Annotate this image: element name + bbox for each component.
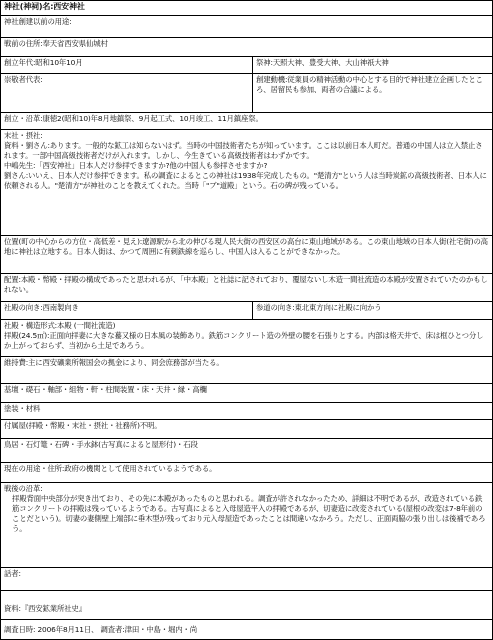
maintenance-row <box>1 357 492 384</box>
founding-motive: 創建動機:従業員の精神活動の中心とする目的で神社建立企画したところ、居留民も参加、両者の合議による。 <box>256 75 483 94</box>
founded-date: 創立年代:昭和10年10月 <box>4 58 83 67</box>
facing-row <box>1 302 492 320</box>
former-use-row <box>1 16 492 38</box>
prewar-address-row <box>1 38 492 57</box>
layout-row <box>1 274 492 302</box>
founded-deities-row <box>1 57 492 74</box>
current-use-row <box>1 463 492 483</box>
paint-materials: 塗装・材料 <box>4 404 41 413</box>
annex-row <box>1 420 492 439</box>
location: 位置(町の中心からの方位・高低差・見え):遼源駅から北の伸びる現人民大街の西安区の高台に東山地域がある。この東山地域の日本人街(社宅街)の高地に神社は立地する。日本人街は、かつて周囲に有刺鉄線を巡らし、中国人は入ることができなかった。 <box>4 237 488 256</box>
survey-row <box>1 620 492 639</box>
structure-row <box>1 320 492 357</box>
postwar-label: 戦後の沿革: <box>4 484 43 493</box>
narrator: 話者: <box>4 569 21 578</box>
structure-details: 拝殿(24.5㎡):正面向拝妻に大きな蟇又様の日本風の装飾あり。鉄筋コンクリート造の外壁の腰を石張りとする。内部は格天井で、床は框ひとつ分しか上がっておらず、当初から土足であろう。 <box>4 331 484 350</box>
building-layout: 配置:本殿・幣殿・拝殿の構成であったと思われるが、「中本殿」と社誌に記されており、覆屋ないし木造一間社流造の本殿が安置されていたのかもしれない。 <box>4 275 488 294</box>
deities: 祭神:天照大神、豊受大神、大山神祇大神 <box>256 58 389 67</box>
founding-history: 創立・沿革:康徳2(昭和10)年8月地鎮祭、9月起工式、10月竣工、11月鎮座祭。 <box>4 114 263 123</box>
location-row <box>1 236 492 274</box>
source-row <box>1 591 492 620</box>
current-use: 現在の用途・住所:政府の機関として使用されているようである。 <box>4 464 217 473</box>
gates-row <box>1 439 492 463</box>
finish-row <box>1 403 492 420</box>
structure-type: 社殿・構造形式:本殿 (一間社流造) <box>4 321 116 330</box>
subsidiary-shrines: 末社・摂社: <box>4 131 43 140</box>
worshippers-rep: 崇敬者代表: <box>4 75 43 84</box>
history-row <box>1 113 492 130</box>
prewar-address: 戦前の住所:奉天省西安県仙城村 <box>4 39 108 48</box>
shrine-name: 神社(神祠)名:西安神社 <box>4 2 85 11</box>
narrator-row <box>1 568 492 591</box>
maintenance-cost: 維持費:主に西安礦業所報国会の拠金により、同会庶務部が当たる。 <box>4 358 224 367</box>
worshippers-motive-row <box>1 74 492 113</box>
torii-lanterns: 鳥居・石灯篭・石碑・手水鉢(古写真によると屋形付)・石段 <box>4 440 198 449</box>
records-liu: 資料・劉さん:あります。一般的な鉱工は知らないはず。当時の中国技術者たちが知っています。ここは以前日本人町だ。普通の中国人は立入禁止されます。一部中国高級技術者だけが入れます。しかし、今生きている高級技術者はわずかです。 <box>4 141 483 160</box>
postwar-history: 拝殿背面中央部分が突き出ており、その先に本殿があったものと思われる。調査が許されなかったため、詳細は不明であるが、改造されている鉄筋コンクリートの拝殿は残っているようである。古写真によると入母屋造平入の拝殿であるが、切妻造に改変されている(屋根の改変は7-8年前のことだという)。切妻の妻側壁上端部に垂木型が残っており元入母屋造であったことは間違いなかろう。ただし、正面両脇の張り出しは後補であろう。 <box>12 494 486 533</box>
question-nakajima: 中嶋先生:「西安神社」日本人だけ参拝できますか?他の中国人も参拝させますか? <box>4 161 268 170</box>
shrine-name-row <box>1 1 492 16</box>
answer-liu: 劉さん:いいえ、日本人だけ参拝できます。私の調査によるとこの神社は1938年完成したもの。"楚清方"という人は当時炭鉱の高級技術者、日本人に依頼される人。"楚清方"が神社のことを教えてくれた。当時「"ブ"道殿」という。石の碑が残っている。 <box>4 171 487 190</box>
approach-facing: 参道の向き:東北東方向に社殿に向かう <box>256 303 382 312</box>
postwar-row <box>1 483 492 568</box>
building-parts: 基壇・礎石・軸部・組物・軒・柱間装置・床・天井・縁・高欄 <box>4 385 207 394</box>
annex-buildings: 付属屋(拝殿・幣殿・末社・摂社・社務所)不明。 <box>4 421 162 430</box>
interview-row <box>1 130 492 236</box>
shrine-facing: 社殿の向き:西南製向き <box>4 303 79 312</box>
fixtures-row <box>1 384 492 403</box>
source-reference: 資料:『西安鉱業所社史』 <box>4 604 86 613</box>
survey-info: 調査日時: 2006年8月11日、 調査者:津田・中島・堀内・尚 <box>4 625 197 634</box>
former-use: 神社創建以前の用途: <box>4 17 72 26</box>
